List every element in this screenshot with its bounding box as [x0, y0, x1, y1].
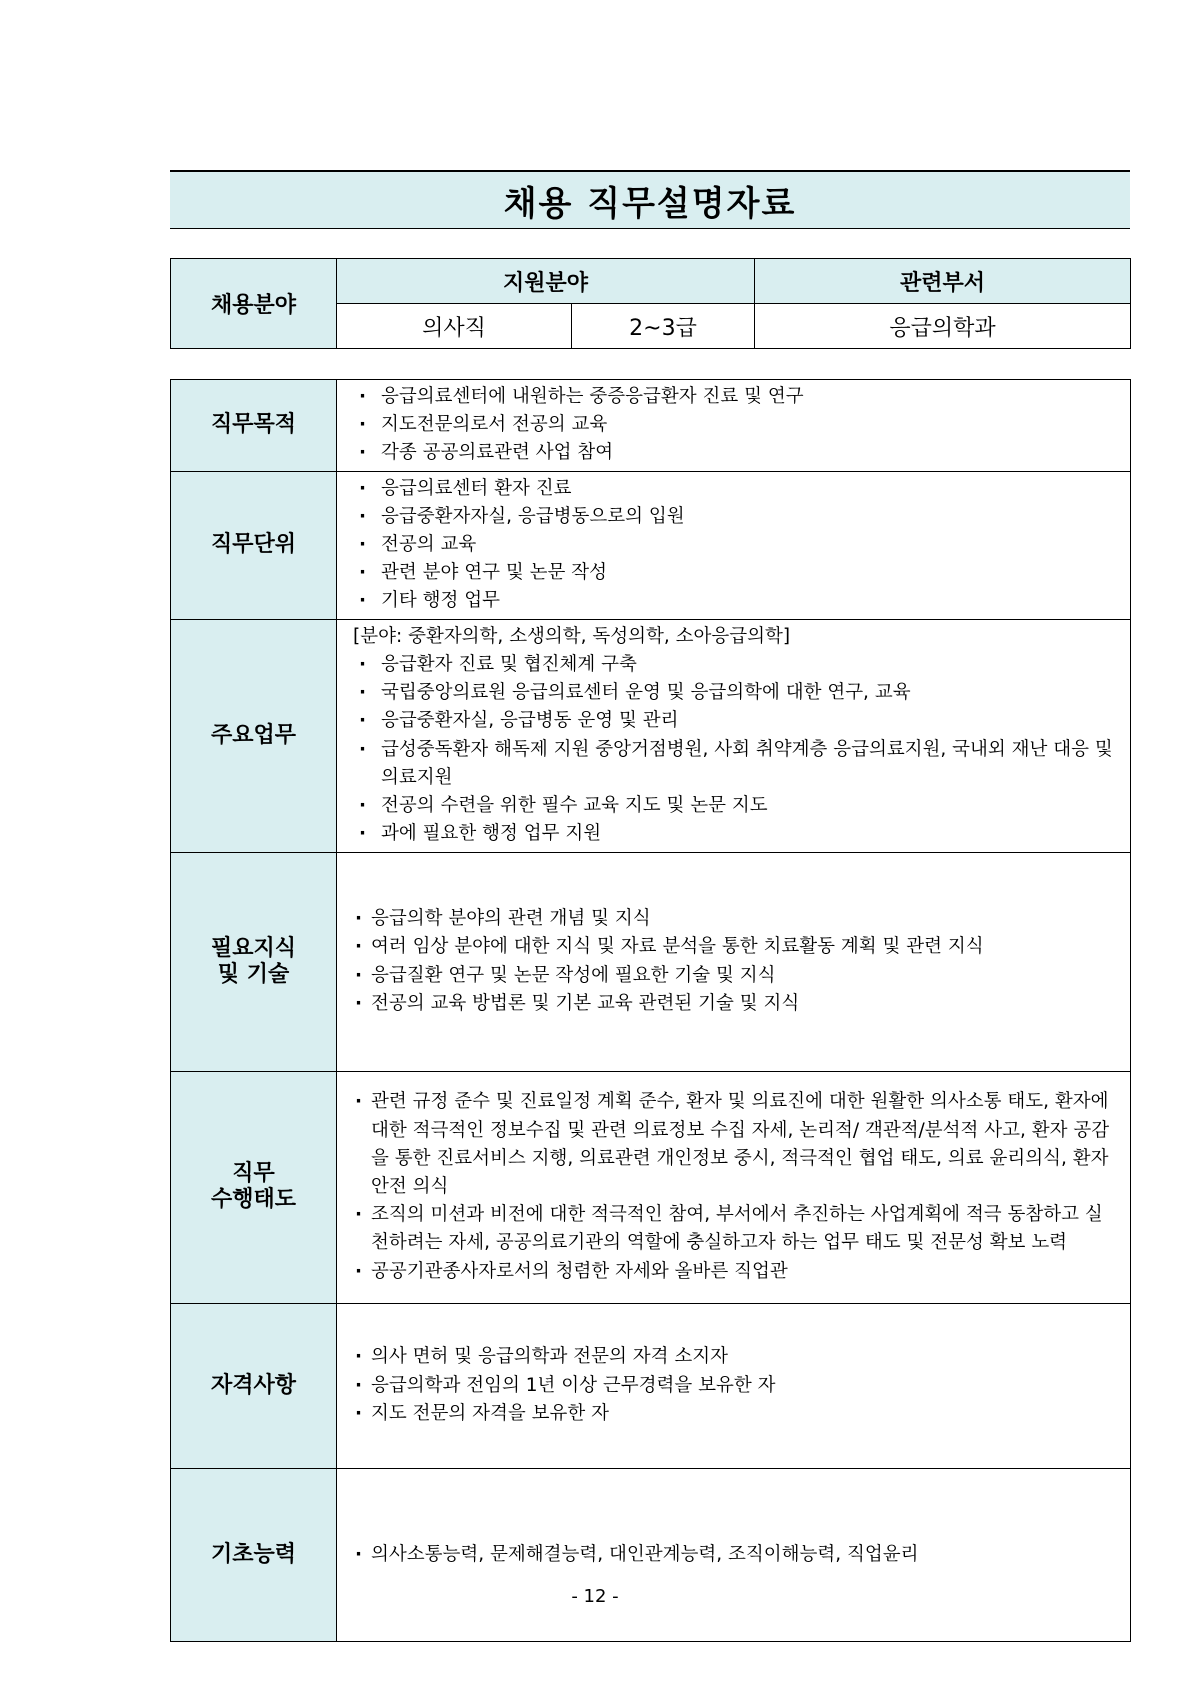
qualification-row	[171, 1303, 1131, 1468]
attitude-label-line1: 직무	[232, 1161, 275, 1187]
department-cell: 응급의학과	[755, 304, 1131, 349]
duties-content	[337, 619, 1131, 852]
list-item: · 공공기관종사자로서의 청렴한 자세와 올바른 직업관	[353, 1258, 1118, 1286]
list-item: · 기타 행정 업무	[353, 587, 1118, 615]
purpose-label: 직무목적	[171, 380, 337, 472]
duties-field-note: [분야: 중환자의학, 소생의학, 독성의학, 소아응급의학]	[353, 625, 791, 647]
list-item: · 응급중환자자실, 응급병동으로의 입원	[353, 503, 1118, 531]
list-item: · 지도전문의로서 전공의 교육	[353, 411, 1118, 439]
list-item: · 응급의학과 전임의 1년 이상 근무경력을 보유한 자	[353, 1372, 1118, 1400]
grade-cell: 2~3급	[572, 304, 755, 349]
list-item: · 의사소통능력, 문제해결능력, 대인관계능력, 조직이해능력, 직업윤리	[353, 1541, 1118, 1569]
list-item: · 국립중앙의료원 응급의료센터 운영 및 응급의학에 대한 연구, 교육	[353, 679, 1118, 707]
knowledge-label-line2: 및 기술	[217, 961, 290, 987]
purpose-content	[337, 380, 1131, 472]
list-item: · 급성중독환자 해독제 지원 중앙거점병원, 사회 취약계층 응급의료지원, 국내외 재난 대응 및 의료지원	[353, 736, 1118, 792]
list-item: · 각종 공공의료관련 사업 참여	[353, 439, 1118, 467]
job-description-table	[170, 379, 1131, 1642]
list-item: · 응급질환 연구 및 논문 작성에 필요한 기술 및 지식	[353, 962, 1118, 990]
related-dept-header: 관련부서	[755, 259, 1131, 304]
list-item: · 응급의료센터에 내원하는 중증응급환자 진료 및 연구	[353, 383, 1118, 411]
list-item: · 전공의 수련을 위한 필수 교육 지도 및 논문 지도	[353, 792, 1118, 820]
attitude-label-line2: 수행태도	[210, 1187, 296, 1213]
duties-row	[171, 619, 1131, 852]
job-type-cell: 의사직	[337, 304, 572, 349]
recruitment-info-table	[170, 258, 1131, 349]
list-item: · 전공의 교육	[353, 531, 1118, 559]
list-item: · 의사 면허 및 응급의학과 전문의 자격 소지자	[353, 1343, 1118, 1371]
attitude-content	[337, 1071, 1131, 1303]
attitude-label	[171, 1071, 337, 1303]
page-number: - 12 -	[571, 1586, 619, 1607]
document-title-box	[170, 170, 1130, 229]
knowledge-row	[171, 852, 1131, 1071]
attitude-row	[171, 1071, 1131, 1303]
list-item: · 전공의 교육 방법론 및 기본 교육 관련된 기술 및 지식	[353, 990, 1118, 1018]
qualification-content	[337, 1303, 1131, 1468]
purpose-row	[171, 380, 1131, 472]
duties-label: 주요업무	[171, 619, 337, 852]
units-row	[171, 471, 1131, 619]
list-item: · 관련 분야 연구 및 논문 작성	[353, 559, 1118, 587]
support-field-header: 지원분야	[337, 259, 755, 304]
list-item: · 응급의학 분야의 관련 개념 및 지식	[353, 905, 1118, 933]
list-item: · 응급중환자실, 응급병동 운영 및 관리	[353, 707, 1118, 735]
list-item: · 여러 임상 분야에 대한 지식 및 자료 분석을 통한 치료활동 계획 및 관련 지식	[353, 933, 1118, 961]
list-item: · 관련 규정 준수 및 진료일정 계획 준수, 환자 및 의료진에 대한 원활한 의사소통 태도, 환자에 대한 적극적인 정보수집 및 관련 의료정보 수집 자세, 논리적/ 객관적/분석적 사고, 환자 공감을 통한 진료서비스 지행, 의료관련 개인정보 중시, 적극적인 협업 태도, 의료 윤리의식, 환자안전 의식	[353, 1088, 1118, 1201]
recruitment-field-label: 채용분야	[171, 259, 337, 349]
knowledge-label-line1: 필요지식	[210, 935, 296, 961]
basic-ability-content	[337, 1468, 1131, 1641]
list-item: · 지도 전문의 자격을 보유한 자	[353, 1400, 1118, 1428]
units-label: 직무단위	[171, 471, 337, 619]
list-item: · 응급의료센터 환자 진료	[353, 475, 1118, 503]
list-item: · 조직의 미션과 비전에 대한 적극적인 참여, 부서에서 추진하는 사업계획에 적극 동참하고 실천하려는 자세, 공공의료기관의 역할에 충실하고자 하는 업무 태도 및 전문성 확보 노력	[353, 1201, 1118, 1257]
knowledge-label	[171, 852, 337, 1071]
list-item: · 응급환자 진료 및 협진체계 구축	[353, 651, 1118, 679]
document-title: 채용 직무설명자료	[503, 183, 797, 224]
knowledge-content	[337, 852, 1131, 1071]
qualification-label: 자격사항	[171, 1303, 337, 1468]
basic-ability-row	[171, 1468, 1131, 1641]
basic-ability-label: 기초능력	[171, 1468, 337, 1641]
units-content	[337, 471, 1131, 619]
list-item: · 과에 필요한 행정 업무 지원	[353, 820, 1118, 848]
